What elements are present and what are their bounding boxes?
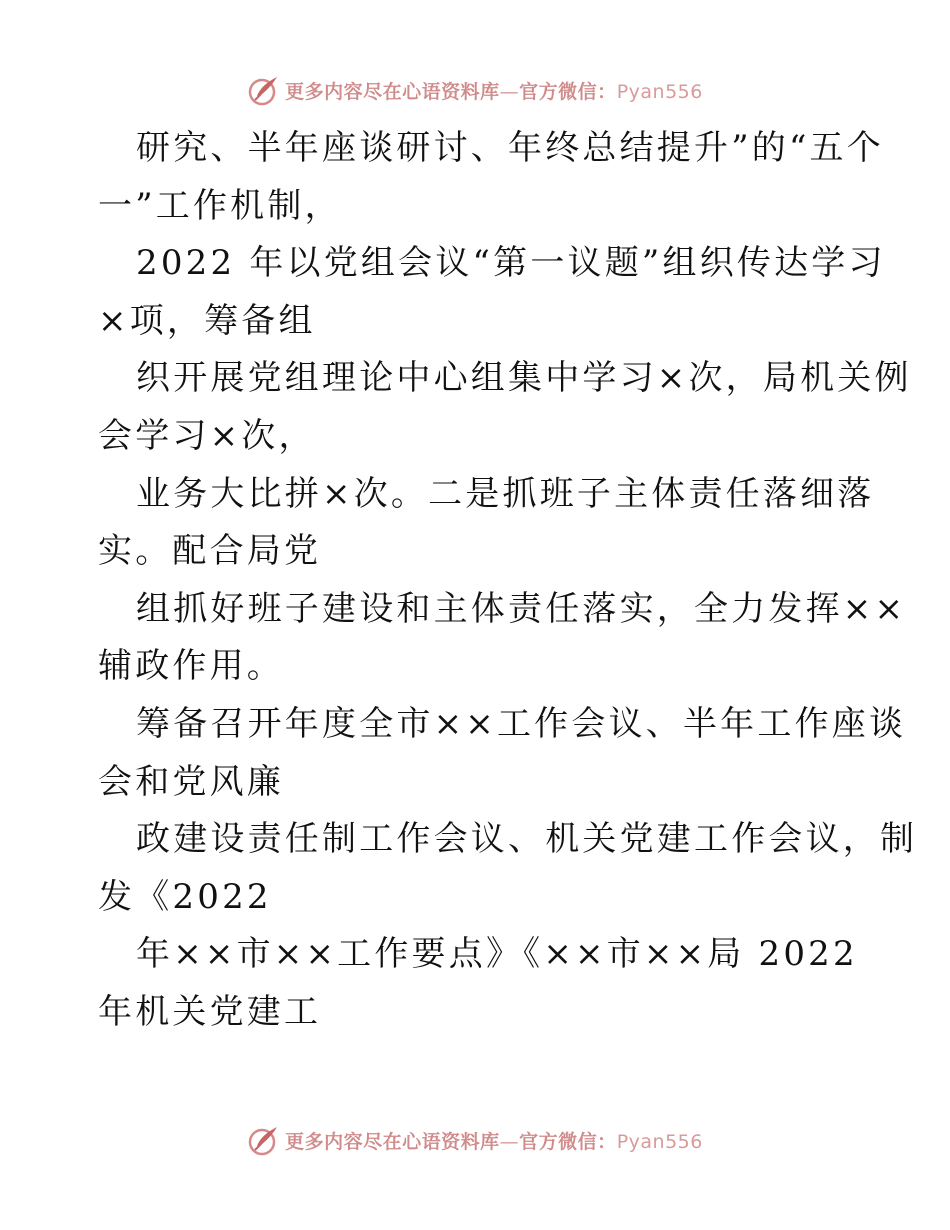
watermark-brand: 更多内容尽在心语资料库 [285, 1130, 500, 1153]
text-line: 筹备召开年度全市××工作会议、半年工作座谈 [136, 703, 907, 744]
text-line: 会学习×次， [98, 415, 316, 456]
watermark-text [285, 77, 703, 104]
text-line: 政建设责任制工作会议、机关党建工作会议，制 [136, 819, 918, 860]
text-line: ×项，筹备组 [98, 300, 316, 341]
text-line: 会和党风廉 [98, 761, 284, 802]
watermark-dash: — [499, 80, 520, 103]
text-line: 一”工作机制， [98, 185, 342, 226]
text-line: 年××市××工作要点》《××市××局 2022 [136, 934, 858, 975]
watermark-brand: 更多内容尽在心语资料库 [285, 80, 500, 103]
text-line: 实。配合局党 [98, 531, 322, 572]
watermark-text [285, 1127, 703, 1154]
watermark-official: 官方微信： [519, 80, 617, 103]
text-line: 业务大比拼×次。二是抓班子主体责任落细落 [136, 473, 875, 514]
footer-watermark [0, 1120, 950, 1160]
watermark-dash: — [499, 1130, 520, 1153]
watermark-official: 官方微信： [519, 1130, 617, 1153]
text-line: 研究、半年座谈研讨、年终总结提升”的“五个 [136, 128, 884, 168]
quill-logo-icon [247, 73, 281, 107]
text-line: 2022 年以党组会议“第一议题”组织传达学习 [136, 243, 886, 284]
text-line: 发《2022 [98, 876, 272, 917]
watermark-id: Pyan556 [616, 80, 703, 103]
text-line: 辅政作用。 [98, 646, 284, 687]
quill-logo-icon [247, 1123, 281, 1157]
header-watermark [0, 70, 950, 110]
watermark-id: Pyan556 [616, 1130, 703, 1153]
text-line: 织开展党组理论中心组集中学习×次，局机关例 [136, 358, 912, 399]
text-line: 组抓好班子建设和主体责任落实，全力发挥×× [136, 588, 907, 629]
document-body [98, 120, 918, 1042]
text-line: 年机关党建工 [98, 991, 322, 1032]
